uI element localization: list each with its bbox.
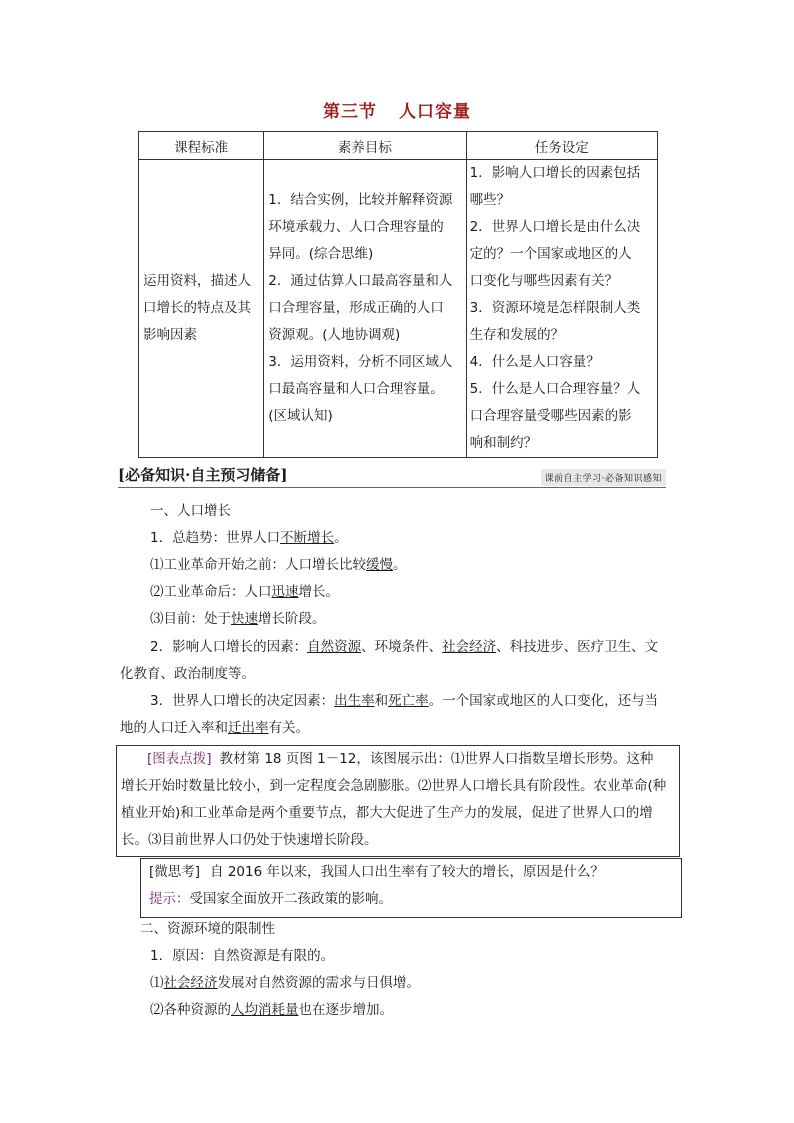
cell-line: 5．什么是人口合理容量？人 [469, 381, 641, 397]
text-line: ⑴工业革命开始之前：人口增长比较缓慢。 [150, 557, 407, 573]
text-line: [微思考] 自 2016 年以来，我国人口出生率有了较大的增长，原因是什么？ [149, 864, 604, 880]
text-line: 1．原因：自然资源是有限的。 [150, 948, 335, 964]
text-line: 长。⑶目前世界人口仍处于快速增长阶段。 [121, 832, 378, 848]
heading-population-growth: 一、人口增长 [150, 503, 231, 519]
section-bar-title: [必备知识·自主预习储备] [118, 466, 288, 484]
tasks-cell [466, 160, 657, 458]
text-line: 地的人口迁入率和迁出率有关。 [120, 720, 309, 736]
section-number: 第三节 [323, 102, 377, 122]
text-line: [图表点拨] 教材第 18 页图 1－12，该图展示出：⑴世界人口指数呈增长形势。这种 [147, 751, 654, 767]
underlined-answer: 社会经济 [163, 975, 218, 991]
curriculum-table [138, 131, 658, 458]
section-bar [118, 462, 666, 488]
text-line: 植业开始)和工业革命是两个重要节点，都大大促进了生产力的发展，促进了世界人口的增 [121, 805, 653, 821]
cell-line: 定的？一个国家或地区的人 [469, 246, 632, 262]
underlined-answer: 不断增长 [280, 530, 335, 546]
table-header: 素养目标 [264, 132, 466, 160]
micro-thinking-box [140, 858, 682, 918]
chart-tip-label: [图表点拨] [147, 751, 212, 767]
cell-line: 4．什么是人口容量？ [469, 354, 600, 370]
cell-line: 3．运用资料，分析不同区域人 [268, 354, 453, 370]
underlined-answer: 迅速 [271, 584, 299, 600]
text-line: ⑶目前：处于快速增长阶段。 [150, 611, 326, 627]
cell-line: 3．资源环境是怎样限制人类 [469, 300, 641, 316]
cell-line: 口合理容量，形成正确的人口 [268, 300, 444, 316]
text-line: ⑵工业革命后：人口迅速增长。 [150, 584, 339, 600]
cell-line: 生存和发展的？ [469, 327, 565, 343]
table-header: 任务设定 [466, 132, 657, 160]
underlined-answer: 快速 [231, 611, 258, 627]
table-header: 课程标准 [139, 132, 264, 160]
cell-line: 资源观。(人地协调观) [268, 327, 401, 343]
goals-cell [264, 160, 466, 458]
micro-thinking-label: [微思考] [149, 864, 201, 880]
cell-line: 1．结合实例，比较并解释资源 [268, 192, 453, 208]
underlined-answer: 出生率 [334, 693, 375, 709]
section-bar-tag: 课前自主学习·必备知识感知 [541, 469, 666, 486]
page-title [0, 97, 794, 122]
text-line: 增长开始时数量比较小，到一定程度会急剧膨胀。⑵世界人口增长具有阶段性。农业革命(种 [121, 778, 667, 794]
text-line: 化教育、政治制度等。 [120, 666, 255, 682]
heading-resource-limits: 二、资源环境的限制性 [140, 921, 275, 937]
table-header-row [139, 132, 658, 160]
cell-line: 口合理容量受哪些因素的影 [469, 408, 632, 424]
cell-line: 2．通过估算人口最高容量和人 [268, 273, 453, 289]
text-line: 提示：受国家全面放开二孩政策的影响。 [149, 891, 392, 907]
table-row [139, 160, 658, 458]
cell-line: 2．世界人口增长是由什么决 [469, 219, 641, 235]
cell-line: 口最高容量和人口合理容量。 [268, 381, 444, 397]
text-line: 1．总趋势：世界人口不断增长。 [150, 530, 348, 546]
text-line: 2．影响人口增长的因素：自然资源、环境条件、社会经济、科技进步、医疗卫生、文 [150, 639, 659, 655]
underlined-answer: 社会经济 [442, 639, 497, 655]
cell-line: 哪些？ [469, 192, 511, 208]
cell-line: 1．影响人口增长的因素包括 [469, 165, 641, 181]
text-line: ⑴社会经济发展对自然资源的需求与日俱增。 [150, 975, 420, 991]
cell-line: (区域认知) [268, 408, 333, 424]
cell-line: 异同。(综合思维) [268, 246, 374, 262]
cell-line: 影响因素 [143, 327, 197, 343]
cell-line: 运用资料，描述人 [143, 273, 251, 289]
cell-line: 口增长的特点及其 [143, 300, 251, 316]
underlined-answer: 缓慢 [366, 557, 393, 573]
cell-line: 响和制约？ [469, 435, 538, 451]
text-line: 3．世界人口增长的决定因素：出生率和死亡率。一个国家或地区的人口变化，还与当 [150, 693, 659, 709]
cell-line: 环境承载力、人口合理容量的 [268, 219, 444, 235]
underlined-answer: 自然资源 [307, 639, 362, 655]
underlined-answer: 人均消耗量 [231, 1002, 299, 1018]
underlined-answer: 迁出率 [228, 720, 269, 736]
hint-label: 提示： [149, 891, 190, 907]
cell-line: 口变化与哪些因素有关？ [469, 273, 619, 289]
standard-cell [139, 160, 264, 458]
text-line: ⑵各种资源的人均消耗量也在逐步增加。 [150, 1002, 393, 1018]
section-title: 人口容量 [399, 102, 471, 122]
chart-tip-box [116, 745, 680, 857]
underlined-answer: 死亡率 [388, 693, 429, 709]
divider [118, 487, 666, 488]
